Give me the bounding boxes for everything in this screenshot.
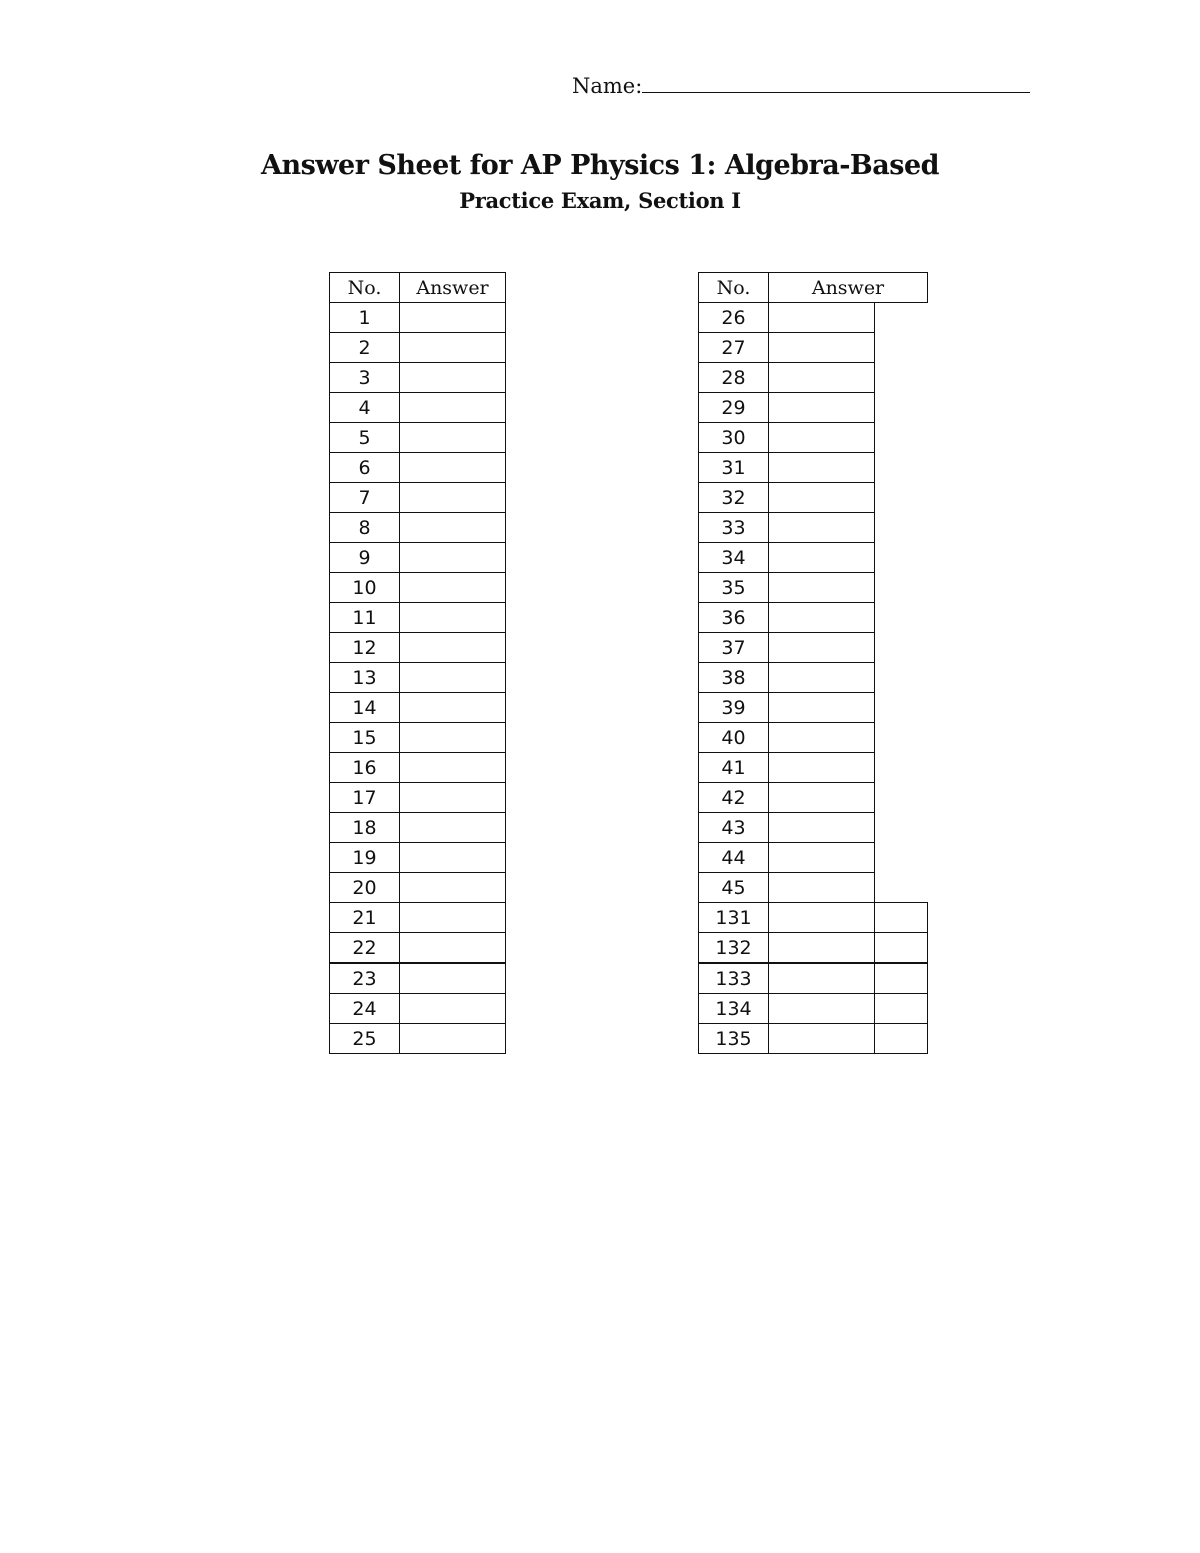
question-number: 25 xyxy=(330,1024,400,1054)
answer-cell[interactable] xyxy=(400,753,506,783)
answer-cell[interactable] xyxy=(769,843,875,873)
column-header-no: No. xyxy=(330,273,400,303)
answer-cell[interactable] xyxy=(769,483,875,513)
question-number: 7 xyxy=(330,483,400,513)
answer-cell[interactable] xyxy=(400,994,506,1024)
table-row xyxy=(699,873,928,903)
question-number: 131 xyxy=(699,903,769,933)
name-blank-line[interactable] xyxy=(642,72,1030,93)
table-row xyxy=(699,693,928,723)
answer-cell[interactable] xyxy=(875,903,928,933)
answer-cell[interactable] xyxy=(400,933,506,964)
question-number: 26 xyxy=(699,303,769,333)
table-header-row xyxy=(330,273,506,303)
table-row xyxy=(330,483,506,513)
question-number: 6 xyxy=(330,453,400,483)
question-number: 14 xyxy=(330,693,400,723)
table-row xyxy=(330,963,506,994)
table-row xyxy=(699,573,928,603)
name-label: Name: xyxy=(572,74,643,98)
answer-cell[interactable] xyxy=(769,423,875,453)
table-row xyxy=(699,303,928,333)
question-number: 132 xyxy=(699,933,769,964)
question-number: 19 xyxy=(330,843,400,873)
answer-cell[interactable] xyxy=(769,1024,875,1054)
table-row xyxy=(330,303,506,333)
table-row xyxy=(699,963,928,994)
answer-cell[interactable] xyxy=(769,603,875,633)
question-number: 2 xyxy=(330,333,400,363)
answer-cell[interactable] xyxy=(769,303,875,333)
table-row xyxy=(330,663,506,693)
question-number: 31 xyxy=(699,453,769,483)
answer-cell[interactable] xyxy=(769,543,875,573)
question-number: 12 xyxy=(330,633,400,663)
question-number: 30 xyxy=(699,423,769,453)
table-row xyxy=(330,543,506,573)
answer-cell[interactable] xyxy=(769,393,875,423)
table-row xyxy=(330,933,506,964)
table-row xyxy=(330,994,506,1024)
answer-cell[interactable] xyxy=(769,363,875,393)
question-number: 1 xyxy=(330,303,400,333)
question-number: 133 xyxy=(699,963,769,994)
page-title: Answer Sheet for AP Physics 1: Algebra-Based xyxy=(261,150,939,181)
answer-cell[interactable] xyxy=(400,573,506,603)
page-subtitle: Practice Exam, Section I xyxy=(459,188,741,213)
answer-cell[interactable] xyxy=(769,333,875,363)
table-row xyxy=(699,903,928,933)
answer-cell[interactable] xyxy=(400,303,506,333)
question-number: 44 xyxy=(699,843,769,873)
table-row xyxy=(330,723,506,753)
question-number: 135 xyxy=(699,1024,769,1054)
table-row xyxy=(330,693,506,723)
column-header-answer: Answer xyxy=(400,273,506,303)
column-header-no: No. xyxy=(699,273,769,303)
table-row xyxy=(699,783,928,813)
table-row xyxy=(330,783,506,813)
table-row xyxy=(699,633,928,663)
answer-cell[interactable] xyxy=(400,423,506,453)
table-row xyxy=(699,513,928,543)
table-row xyxy=(699,453,928,483)
answer-cell[interactable] xyxy=(875,994,928,1024)
answer-cell[interactable] xyxy=(769,513,875,543)
question-number: 10 xyxy=(330,573,400,603)
table-row xyxy=(330,813,506,843)
answer-cell[interactable] xyxy=(875,933,928,964)
answer-cell[interactable] xyxy=(769,663,875,693)
answer-cell[interactable] xyxy=(769,873,875,903)
answer-cell[interactable] xyxy=(769,753,875,783)
answer-table-right xyxy=(698,272,928,1054)
answer-cell[interactable] xyxy=(400,693,506,723)
answer-cell[interactable] xyxy=(875,963,928,994)
answer-cell[interactable] xyxy=(400,603,506,633)
table-row xyxy=(330,333,506,363)
question-number: 24 xyxy=(330,994,400,1024)
answer-cell[interactable] xyxy=(400,363,506,393)
question-number: 36 xyxy=(699,603,769,633)
answer-cell[interactable] xyxy=(769,963,875,994)
answer-cell[interactable] xyxy=(769,903,875,933)
question-number: 11 xyxy=(330,603,400,633)
question-number: 18 xyxy=(330,813,400,843)
table-row xyxy=(330,603,506,633)
question-number: 32 xyxy=(699,483,769,513)
table-row xyxy=(330,513,506,543)
answer-cell[interactable] xyxy=(400,543,506,573)
answer-cell[interactable] xyxy=(400,813,506,843)
answer-cell[interactable] xyxy=(769,633,875,663)
question-number: 34 xyxy=(699,543,769,573)
question-number: 16 xyxy=(330,753,400,783)
answer-cell[interactable] xyxy=(400,453,506,483)
question-number: 17 xyxy=(330,783,400,813)
question-number: 5 xyxy=(330,423,400,453)
answer-cell[interactable] xyxy=(400,963,506,994)
question-number: 29 xyxy=(699,393,769,423)
table-row xyxy=(330,843,506,873)
answer-cell[interactable] xyxy=(769,933,875,964)
answer-cell[interactable] xyxy=(769,723,875,753)
table-row xyxy=(699,543,928,573)
answer-cell[interactable] xyxy=(769,783,875,813)
answer-table-left xyxy=(329,272,506,1054)
table-row xyxy=(330,453,506,483)
table-row xyxy=(330,423,506,453)
answer-cell[interactable] xyxy=(875,1024,928,1054)
question-number: 3 xyxy=(330,363,400,393)
table-row xyxy=(330,903,506,933)
table-row xyxy=(699,994,928,1024)
table-row xyxy=(699,393,928,423)
answer-cell[interactable] xyxy=(400,333,506,363)
question-number: 38 xyxy=(699,663,769,693)
table-row xyxy=(330,573,506,603)
answer-cell[interactable] xyxy=(400,513,506,543)
table-row xyxy=(699,1024,928,1054)
answer-cell[interactable] xyxy=(400,663,506,693)
answer-cell[interactable] xyxy=(400,873,506,903)
table-row xyxy=(699,843,928,873)
question-number: 13 xyxy=(330,663,400,693)
table-row xyxy=(330,1024,506,1054)
answer-cell[interactable] xyxy=(769,453,875,483)
column-header-answer: Answer xyxy=(769,273,928,303)
table-row xyxy=(330,363,506,393)
answer-cell[interactable] xyxy=(400,1024,506,1054)
table-row xyxy=(699,753,928,783)
question-number: 35 xyxy=(699,573,769,603)
table-row xyxy=(330,633,506,663)
name-field xyxy=(572,72,1030,98)
table-row xyxy=(699,663,928,693)
question-number: 21 xyxy=(330,903,400,933)
answer-cell[interactable] xyxy=(769,813,875,843)
table-row xyxy=(699,603,928,633)
table-row xyxy=(699,333,928,363)
table-row xyxy=(330,873,506,903)
answer-cell[interactable] xyxy=(400,393,506,423)
answer-cell[interactable] xyxy=(769,994,875,1024)
question-number: 28 xyxy=(699,363,769,393)
table-header-row xyxy=(699,273,928,303)
question-number: 20 xyxy=(330,873,400,903)
question-number: 33 xyxy=(699,513,769,543)
answer-cell[interactable] xyxy=(400,723,506,753)
question-number: 134 xyxy=(699,994,769,1024)
question-number: 23 xyxy=(330,963,400,994)
table-row xyxy=(699,723,928,753)
question-number: 4 xyxy=(330,393,400,423)
question-number: 37 xyxy=(699,633,769,663)
answer-cell[interactable] xyxy=(769,573,875,603)
table-row xyxy=(699,813,928,843)
question-number: 39 xyxy=(699,693,769,723)
question-number: 45 xyxy=(699,873,769,903)
table-row xyxy=(330,753,506,783)
question-number: 42 xyxy=(699,783,769,813)
answer-cell[interactable] xyxy=(400,633,506,663)
table-row xyxy=(330,393,506,423)
question-number: 40 xyxy=(699,723,769,753)
table-row xyxy=(699,423,928,453)
question-number: 22 xyxy=(330,933,400,964)
answer-cell[interactable] xyxy=(400,843,506,873)
question-number: 27 xyxy=(699,333,769,363)
table-row xyxy=(699,363,928,393)
question-number: 43 xyxy=(699,813,769,843)
question-number: 15 xyxy=(330,723,400,753)
answer-cell[interactable] xyxy=(400,783,506,813)
question-number: 9 xyxy=(330,543,400,573)
table-row xyxy=(699,483,928,513)
answer-cell[interactable] xyxy=(769,693,875,723)
question-number: 41 xyxy=(699,753,769,783)
answer-cell[interactable] xyxy=(400,483,506,513)
answer-cell[interactable] xyxy=(400,903,506,933)
question-number: 8 xyxy=(330,513,400,543)
table-row xyxy=(699,933,928,964)
